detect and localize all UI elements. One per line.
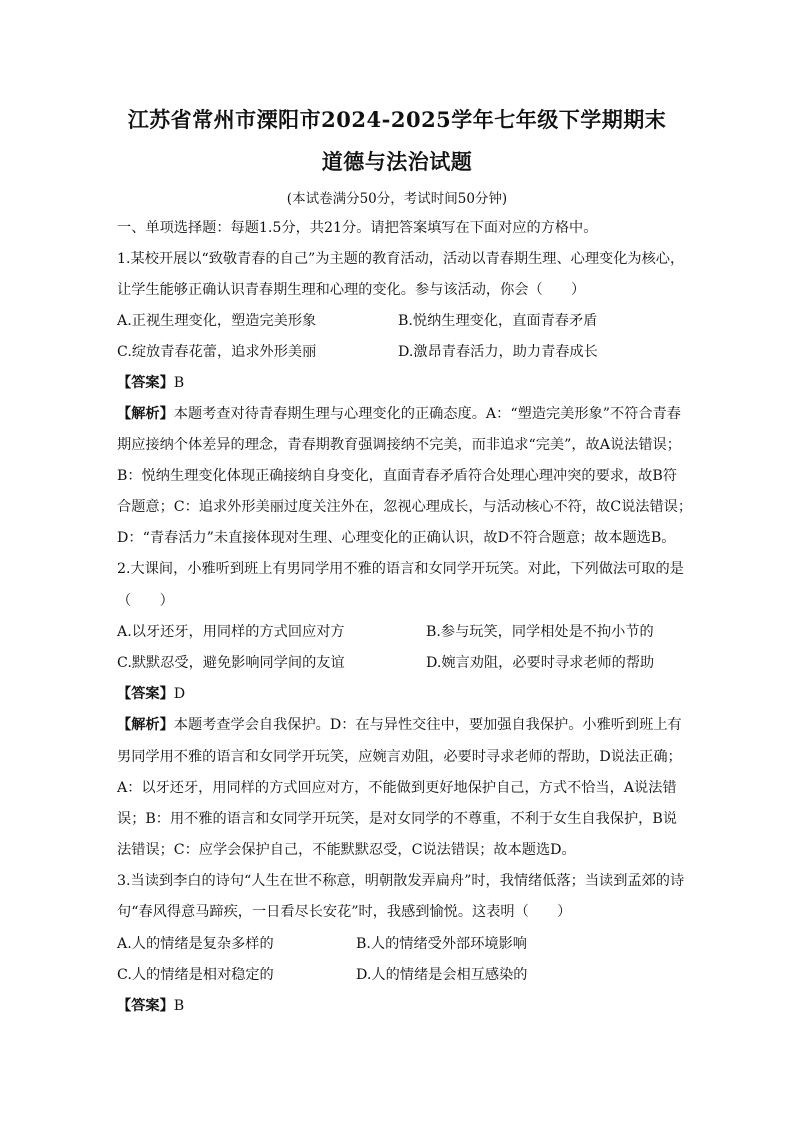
q3-answer — [117, 996, 184, 1016]
q1-option-c: C.绽放青春花蕾，追求外形美丽 — [117, 344, 317, 360]
q1-analysis-line-2: 期应接纳个体差异的理念，青春期教育强调接纳不完美，而非追求“完美”，故A说法错误； — [117, 437, 681, 453]
q2-analysis-text-1: 本题考查学会自我保护。D：在与异性交往中，要加强自我保护。小雅听到班上有 — [173, 717, 682, 733]
q2-stem-line-2: （ ） — [117, 593, 174, 609]
q3-stem-line-1: 3.当读到李白的诗句“人生在世不称意，明朝散发弄扁舟”时，我情绪低落；当读到孟郊的诗 — [117, 873, 685, 889]
exam-title-line-2: 道德与法治试题 — [321, 149, 473, 174]
q3-option-a: A.人的情绪是复杂多样的 — [117, 936, 274, 952]
q2-analysis-line-5: 法错误；C：应学会保护自己，不能默默忍受，C说法错误；故本题选D。 — [117, 842, 576, 858]
q2-answer-value: D — [173, 686, 186, 702]
q2-analysis-line-3: A：以牙还牙，用同样的方式回应对方，不能做到更好地保护自己，方式不恰当，A说法错 — [117, 780, 677, 796]
exam-note: (本试卷满分50分，考试时间50分钟) — [286, 191, 508, 207]
q3-answer-value: B — [173, 998, 185, 1014]
q1-analysis-tag: 【解析】 — [117, 406, 174, 422]
q2-analysis-line-1 — [117, 715, 682, 735]
q3-answer-tag: 【答案】 — [117, 998, 174, 1014]
q1-answer — [117, 373, 184, 393]
exam-title-line-1: 江苏省常州市溧阳市2024-2025学年七年级下学期期末 — [127, 107, 667, 132]
q1-option-b: B.悦纳生理变化，直面青春矛盾 — [398, 313, 598, 329]
q2-analysis-line-4: 误；B：用不雅的语言和女同学开玩笑，是对女同学的不尊重，不利于女生自我保护，B说 — [117, 811, 677, 827]
q2-option-c: C.默默忍受，避免影响同学间的友谊 — [117, 655, 345, 671]
q3-option-b: B.人的情绪受外部环境影响 — [356, 936, 527, 952]
q1-stem-line-1: 1.某校开展以“致敬青春的自己”为主题的教育活动，活动以青春期生理、心理变化为核心， — [117, 251, 685, 267]
q2-option-d: D.婉言劝阻，必要时寻求老师的帮助 — [426, 655, 655, 671]
q3-option-c: C.人的情绪是相对稳定的 — [117, 967, 274, 983]
section-heading: 一、单项选择题：每题1.5分，共21分。请把答案填写在下面对应的方格中。 — [117, 220, 598, 236]
q2-analysis-tag: 【解析】 — [117, 717, 174, 733]
q1-answer-tag: 【答案】 — [117, 375, 174, 391]
q1-stem-line-2: 让学生能够正确认识青春期生理和心理的变化。参与该活动，你会（ ） — [117, 282, 586, 298]
q1-analysis-text-1: 本题考查对待青春期生理与心理变化的正确态度。A：“塑造完美形象”不符合青春 — [173, 406, 681, 422]
q1-analysis-line-4: 合题意；C：追求外形美丽过度关注外在，忽视心理成长，与活动核心不符，故C说法错误； — [117, 499, 693, 515]
q1-option-d: D.激昂青春活力，助力青春成长 — [398, 344, 598, 360]
q1-answer-value: B — [173, 375, 185, 391]
q2-stem-line-1: 2.大课间，小雅听到班上有男同学用不雅的语言和女同学开玩笑。对此，下列做法可取的是 — [117, 561, 684, 577]
q1-analysis-line-3: B：悦纳生理变化体现正确接纳自身变化，直面青春矛盾符合处理心理冲突的要求，故B符 — [117, 468, 677, 484]
q3-option-d: D.人的情绪是会相互感染的 — [356, 967, 528, 983]
q2-option-a: A.以牙还牙，用同样的方式回应对方 — [117, 624, 345, 640]
q1-analysis-line-1 — [117, 404, 681, 424]
q2-answer — [117, 684, 185, 704]
q1-option-a: A.正视生理变化，塑造完美形象 — [117, 313, 317, 329]
q3-stem-line-2: 句“春风得意马蹄疾，一日看尽长安花”时，我感到愉悦。这表明（ ） — [117, 904, 572, 920]
q2-option-b: B.参与玩笑，同学相处是不拘小节的 — [426, 624, 654, 640]
q2-analysis-line-2: 男同学用不雅的语言和女同学开玩笑，应婉言劝阻，必要时寻求老师的帮助，D说法正确； — [117, 749, 682, 765]
q2-answer-tag: 【答案】 — [117, 686, 174, 702]
q1-analysis-line-5: D：“青春活力”未直接体现对生理、心理变化的正确认识，故D不符合题意；故本题选B。 — [117, 530, 676, 546]
